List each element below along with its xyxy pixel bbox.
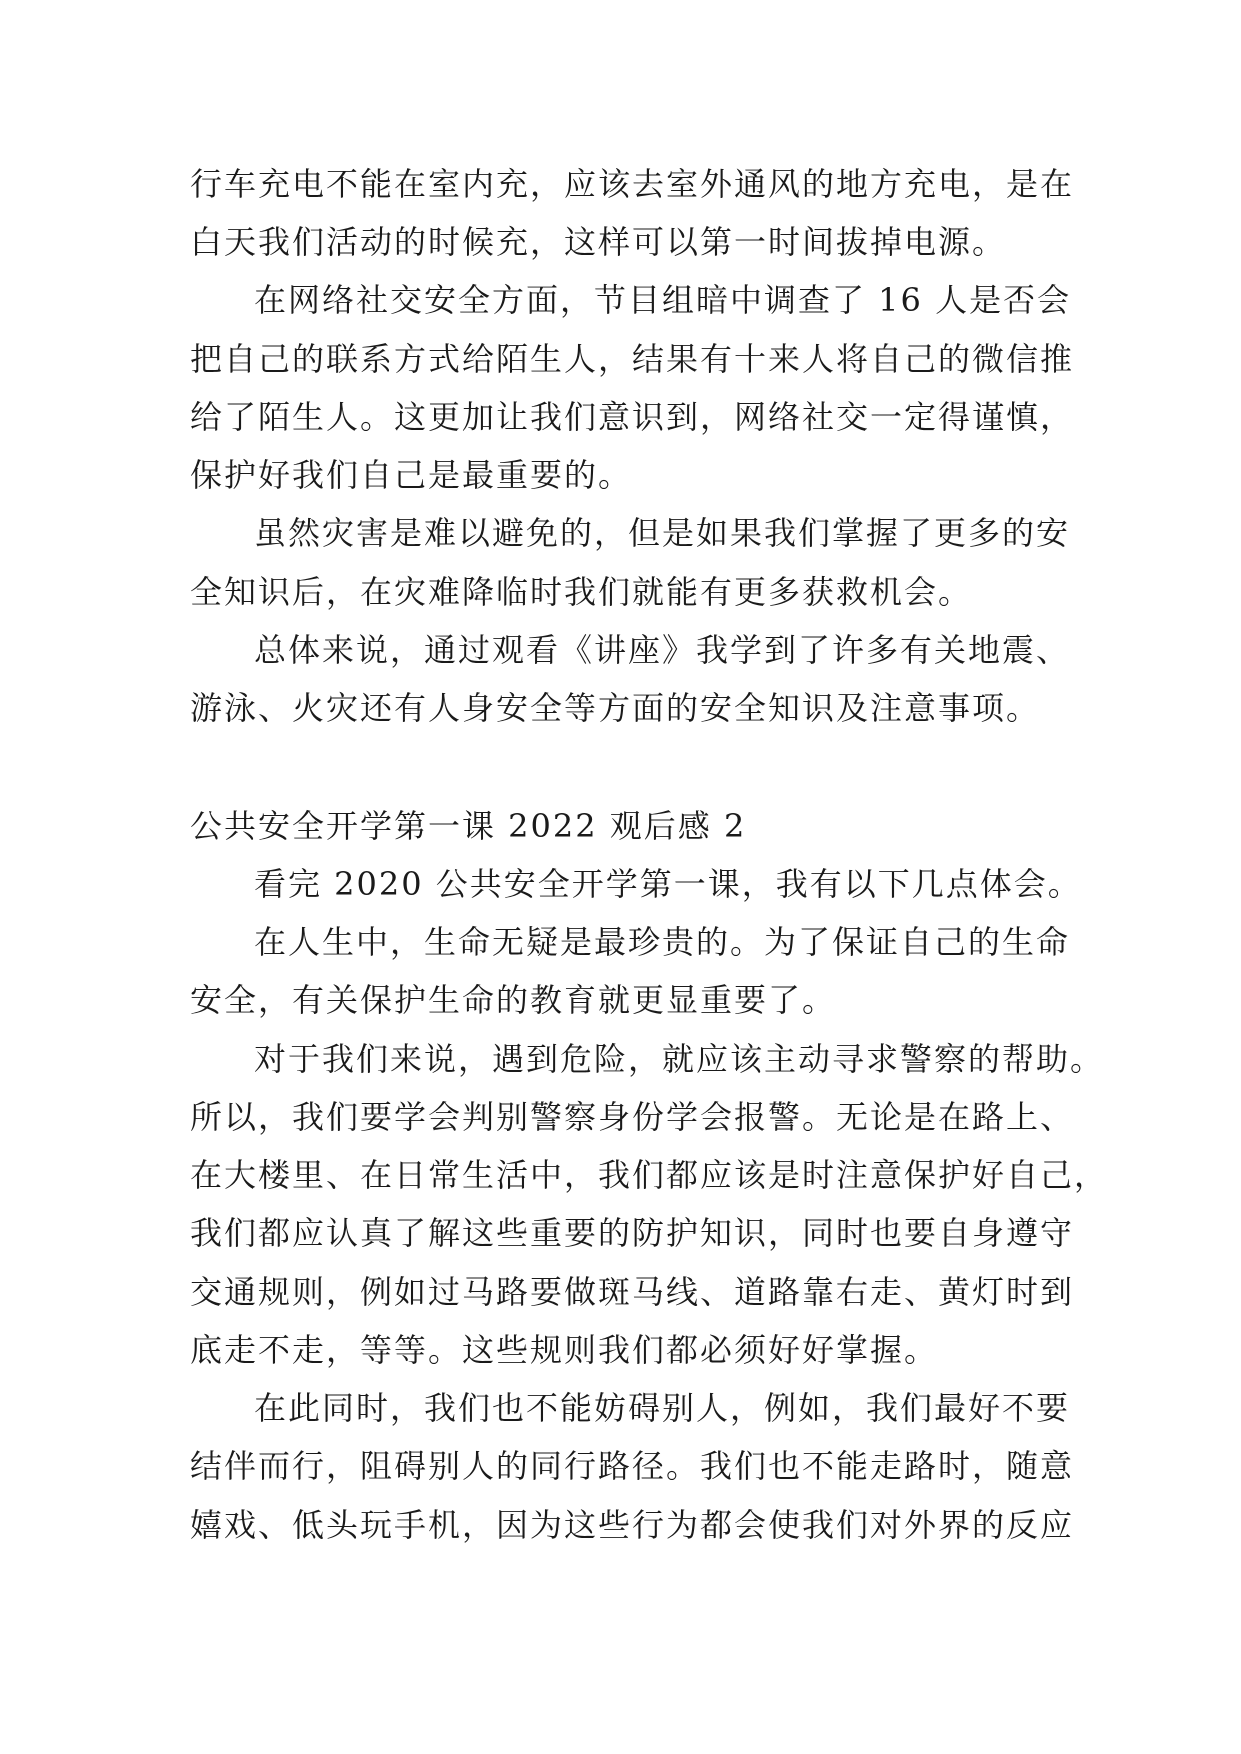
paragraph-start: 对于我们来说，遇到危险，就应该主动寻求警察的帮助。 (254, 1040, 1105, 1078)
text-line: 嬉戏、低头玩手机，因为这些行为都会使我们对外界的反应 (190, 1506, 1075, 1544)
paragraph-start: 在人生中，生命无疑是最珍贵的。为了保证自己的生命 (254, 923, 1071, 961)
paragraph-start: 在网络社交安全方面，节目组暗中调查了 16 人是否会 (254, 281, 1072, 319)
text-line: 白天我们活动的时候充，这样可以第一时间拔掉电源。 (190, 223, 1007, 261)
text-line: 游泳、火灾还有人身安全等方面的安全知识及注意事项。 (190, 689, 1041, 727)
paragraph-start: 在此同时，我们也不能妨碍别人，例如，我们最好不要 (254, 1389, 1071, 1427)
text-line: 安全，有关保护生命的教育就更显重要了。 (190, 981, 837, 1019)
paragraph-start: 总体来说，通过观看《讲座》我学到了许多有关地震、 (254, 631, 1071, 669)
text-line: 交通规则，例如过马路要做斑马线、道路靠右走、黄灯时到 (190, 1273, 1075, 1311)
text-line: 在大楼里、在日常生活中，我们都应该是时注意保护好自己， (190, 1156, 1109, 1194)
text-line: 结伴而行，阻碍别人的同行路径。我们也不能走路时，随意 (190, 1447, 1075, 1485)
text-line: 行车充电不能在室内充，应该去室外通风的地方充电，是在 (190, 165, 1075, 203)
text-line: 所以，我们要学会判别警察身份学会报警。无论是在路上、 (190, 1098, 1075, 1136)
paragraph-start: 看完 2020 公共安全开学第一课，我有以下几点体会。 (254, 865, 1082, 903)
text-line: 保护好我们自己是最重要的。 (190, 456, 633, 494)
text-line: 全知识后，在灾难降临时我们就能有更多获救机会。 (190, 573, 973, 611)
text-line: 我们都应认真了解这些重要的防护知识，同时也要自身遵守 (190, 1214, 1075, 1252)
text-line: 底走不走，等等。这些规则我们都必须好好掌握。 (190, 1331, 939, 1369)
paragraph-start: 虽然灾害是难以避免的，但是如果我们掌握了更多的安 (254, 514, 1071, 552)
text-line: 给了陌生人。这更加让我们意识到，网络社交一定得谨慎， (190, 398, 1075, 436)
section-title: 公共安全开学第一课 2022 观后感 2 (190, 807, 747, 845)
text-line: 把自己的联系方式给陌生人，结果有十来人将自己的微信推 (190, 340, 1075, 378)
